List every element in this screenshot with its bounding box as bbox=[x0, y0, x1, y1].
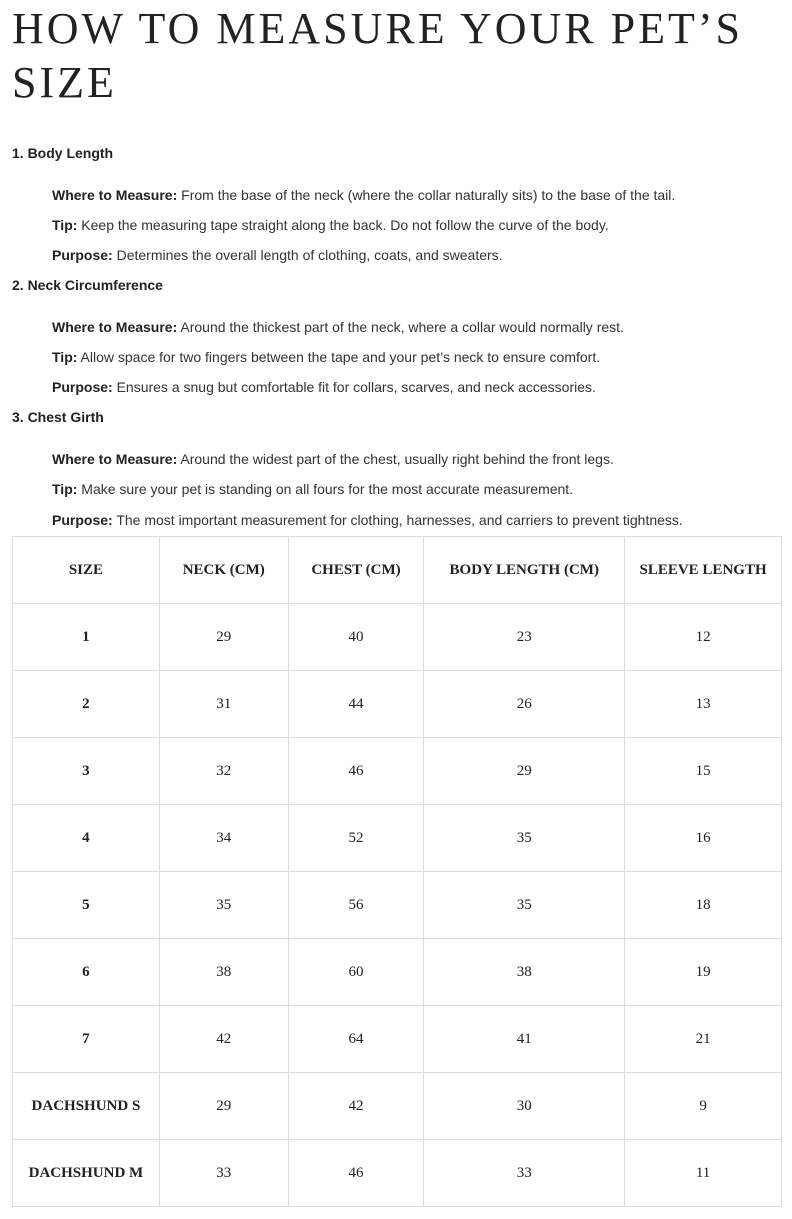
tip-text: Make sure your pet is standing on all fours for the most accurate measurement. bbox=[81, 481, 574, 497]
cell-sleeve-length: 11 bbox=[625, 1140, 782, 1207]
cell-size: 4 bbox=[13, 805, 160, 872]
cell-neck: 34 bbox=[159, 805, 288, 872]
tip-text: Allow space for two fingers between the tape and your pet’s neck to ensure comfort. bbox=[80, 349, 601, 365]
cell-neck: 32 bbox=[159, 738, 288, 805]
where-to-measure bbox=[52, 186, 675, 204]
cell-body-length: 23 bbox=[424, 604, 625, 671]
tip-label: Tip: bbox=[52, 481, 78, 497]
cell-body-length: 30 bbox=[424, 1073, 625, 1140]
where-label: Where to Measure: bbox=[52, 187, 178, 203]
header-body-length: BODY LENGTH (CM) bbox=[424, 537, 625, 604]
section-heading: 1. Body Length bbox=[12, 145, 114, 161]
tip-text: Keep the measuring tape straight along the back. Do not follow the curve of the body. bbox=[81, 217, 609, 233]
purpose-text: Ensures a snug but comfortable fit for collars, scarves, and neck accessories. bbox=[116, 379, 596, 395]
size-guide-page bbox=[12, 0, 782, 1181]
where-text: From the base of the neck (where the collar naturally sits) to the base of the tail. bbox=[181, 187, 676, 203]
cell-size: 2 bbox=[13, 671, 160, 738]
cell-body-length: 33 bbox=[424, 1140, 625, 1207]
cell-size: 3 bbox=[13, 738, 160, 805]
section-details bbox=[12, 186, 675, 264]
cell-chest: 52 bbox=[288, 805, 424, 872]
purpose-label: Purpose: bbox=[52, 379, 113, 395]
cell-neck: 42 bbox=[159, 1006, 288, 1073]
cell-body-length: 35 bbox=[424, 805, 625, 872]
cell-sleeve-length: 16 bbox=[625, 805, 782, 872]
where-label: Where to Measure: bbox=[52, 319, 178, 335]
purpose-text: The most important measurement for clothing, harnesses, and carriers to prevent tightness. bbox=[116, 512, 683, 528]
section-details bbox=[12, 450, 683, 529]
table-header-row bbox=[13, 537, 782, 604]
cell-chest: 64 bbox=[288, 1006, 424, 1073]
cell-chest: 42 bbox=[288, 1073, 424, 1140]
tip bbox=[52, 348, 624, 366]
purpose bbox=[52, 246, 675, 264]
page-title: HOW TO MEASURE YOUR PET’S SIZE bbox=[12, 4, 743, 107]
where-label: Where to Measure: bbox=[52, 451, 178, 467]
tip-label: Tip: bbox=[52, 349, 78, 365]
table-row bbox=[13, 1006, 782, 1073]
cell-neck: 31 bbox=[159, 671, 288, 738]
cell-size: DACHSHUND S bbox=[13, 1073, 160, 1140]
table-row bbox=[13, 939, 782, 1006]
purpose-label: Purpose: bbox=[52, 512, 113, 528]
purpose-label: Purpose: bbox=[52, 247, 113, 263]
purpose bbox=[52, 511, 683, 529]
tip bbox=[52, 216, 675, 234]
cell-size: DACHSHUND M bbox=[13, 1140, 160, 1207]
section-neck-circumference bbox=[12, 276, 624, 396]
cell-neck: 29 bbox=[159, 1073, 288, 1140]
cell-body-length: 29 bbox=[424, 738, 625, 805]
table-row bbox=[13, 872, 782, 939]
table-row bbox=[13, 1140, 782, 1207]
cell-body-length: 41 bbox=[424, 1006, 625, 1073]
cell-chest: 46 bbox=[288, 1140, 424, 1207]
section-heading: 2. Neck Circumference bbox=[12, 277, 163, 293]
cell-chest: 44 bbox=[288, 671, 424, 738]
cell-sleeve-length: 19 bbox=[625, 939, 782, 1006]
where-text: Around the widest part of the chest, usually right behind the front legs. bbox=[180, 451, 614, 467]
cell-chest: 40 bbox=[288, 604, 424, 671]
where-to-measure bbox=[52, 318, 624, 336]
cell-size: 7 bbox=[13, 1006, 160, 1073]
where-to-measure bbox=[52, 450, 683, 468]
cell-sleeve-length: 21 bbox=[625, 1006, 782, 1073]
cell-size: 6 bbox=[13, 939, 160, 1006]
cell-sleeve-length: 18 bbox=[625, 872, 782, 939]
section-chest-girth bbox=[12, 408, 683, 529]
table-row bbox=[13, 604, 782, 671]
cell-body-length: 38 bbox=[424, 939, 625, 1006]
cell-size: 5 bbox=[13, 872, 160, 939]
header-size: SIZE bbox=[13, 537, 160, 604]
table-row bbox=[13, 738, 782, 805]
cell-sleeve-length: 9 bbox=[625, 1073, 782, 1140]
cell-chest: 56 bbox=[288, 872, 424, 939]
header-sleeve-length: SLEEVE LENGTH bbox=[625, 537, 782, 604]
cell-sleeve-length: 12 bbox=[625, 604, 782, 671]
tip-label: Tip: bbox=[52, 217, 78, 233]
cell-sleeve-length: 15 bbox=[625, 738, 782, 805]
cell-neck: 33 bbox=[159, 1140, 288, 1207]
table-row bbox=[13, 671, 782, 738]
cell-neck: 35 bbox=[159, 872, 288, 939]
cell-size: 1 bbox=[13, 604, 160, 671]
cell-neck: 38 bbox=[159, 939, 288, 1006]
purpose-text: Determines the overall length of clothing, coats, and sweaters. bbox=[116, 247, 503, 263]
section-body-length bbox=[12, 144, 675, 264]
cell-sleeve-length: 13 bbox=[625, 671, 782, 738]
cell-body-length: 35 bbox=[424, 872, 625, 939]
header-chest: CHEST (CM) bbox=[288, 537, 424, 604]
tip bbox=[52, 480, 683, 498]
size-chart-table bbox=[12, 536, 782, 1207]
section-heading: 3. Chest Girth bbox=[12, 409, 104, 425]
header-neck: NECK (CM) bbox=[159, 537, 288, 604]
where-text: Around the thickest part of the neck, where a collar would normally rest. bbox=[180, 319, 624, 335]
cell-body-length: 26 bbox=[424, 671, 625, 738]
cell-chest: 60 bbox=[288, 939, 424, 1006]
section-details bbox=[12, 318, 624, 396]
cell-chest: 46 bbox=[288, 738, 424, 805]
purpose bbox=[52, 378, 624, 396]
table-row bbox=[13, 805, 782, 872]
table-row bbox=[13, 1073, 782, 1140]
cell-neck: 29 bbox=[159, 604, 288, 671]
